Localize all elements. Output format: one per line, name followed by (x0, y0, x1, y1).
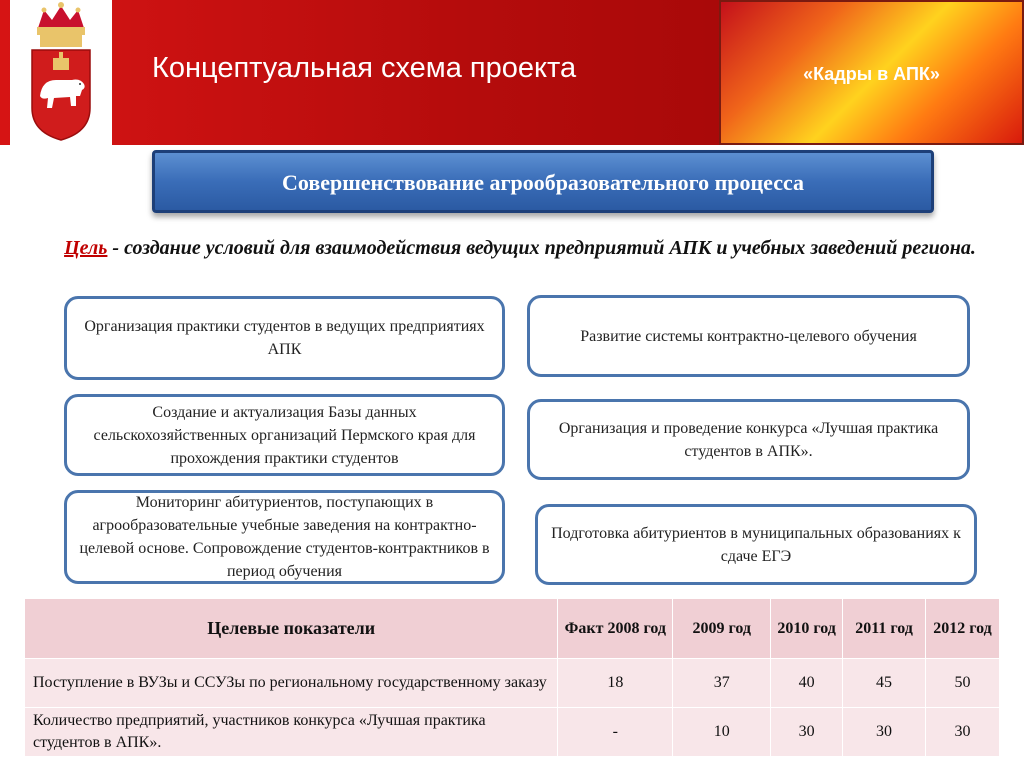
table-cell: 30 (926, 708, 1000, 757)
target-indicators-table (24, 598, 1000, 757)
table-cell: 30 (843, 708, 926, 757)
slide-title: Концептуальная схема проекта (152, 52, 577, 84)
table-cell: 50 (926, 659, 1000, 708)
table-cell: 30 (771, 708, 843, 757)
table-cell: 45 (843, 659, 926, 708)
table-cell: 40 (771, 659, 843, 708)
section-banner (152, 150, 934, 213)
section-banner-label: Совершенствование агрообразовательного процесса (281, 170, 804, 195)
activity-box-database: Создание и актуализация Базы данных сельскохозяйственных организаций Пермского края для прохождения практики студентов (64, 394, 505, 476)
activity-box-practice: Организация практики студентов в ведущих предприятиях АПК (64, 296, 505, 380)
project-badge-label: «Кадры в АПК» (803, 64, 940, 84)
table-row (25, 708, 1000, 757)
activity-box-contract-training: Развитие системы контрактно-целевого обучения (527, 295, 970, 377)
table-row (25, 659, 1000, 708)
table-header-2010: 2010 год (771, 599, 843, 659)
table-row-label: Количество предприятий, участников конкурса «Лучшая практика студентов в АПК». (25, 708, 558, 757)
table-cell: - (558, 708, 673, 757)
perm-krai-emblem-icon (10, 0, 112, 145)
activity-box-monitoring: Мониторинг абитуриентов, поступающих в агрообразовательные учебные заведения на контрактно-целевой основе. Сопровождение студентов-контрактников в период обучения (64, 490, 505, 584)
table-cell: 37 (673, 659, 771, 708)
activity-box-exam-prep: Подготовка абитуриентов в муниципальных образованиях к сдаче ЕГЭ (535, 504, 977, 585)
table-header-2008: Факт 2008 год (558, 599, 673, 659)
activity-box-contest: Организация и проведение конкурса «Лучшая практика студентов в АПК». (527, 399, 970, 480)
goal-text: - создание условий для взаимодействия ведущих предприятий АПК и учебных заведений региона. (112, 237, 976, 259)
table-cell: 10 (673, 708, 771, 757)
table-header-2011: 2011 год (843, 599, 926, 659)
table-header-2012: 2012 год (926, 599, 1000, 659)
table-row-label: Поступление в ВУЗы и ССУЗы по региональному государственному заказу (25, 659, 558, 708)
header-bar (0, 0, 1024, 145)
project-badge (719, 0, 1024, 145)
table-header-2009: 2009 год (673, 599, 771, 659)
goal-label: Цель (64, 237, 108, 259)
coat-of-arms-logo (10, 0, 112, 145)
goal-statement (60, 234, 980, 262)
table-header-row (25, 599, 1000, 659)
table-header-indicators: Целевые показатели (25, 599, 558, 659)
table-cell: 18 (558, 659, 673, 708)
